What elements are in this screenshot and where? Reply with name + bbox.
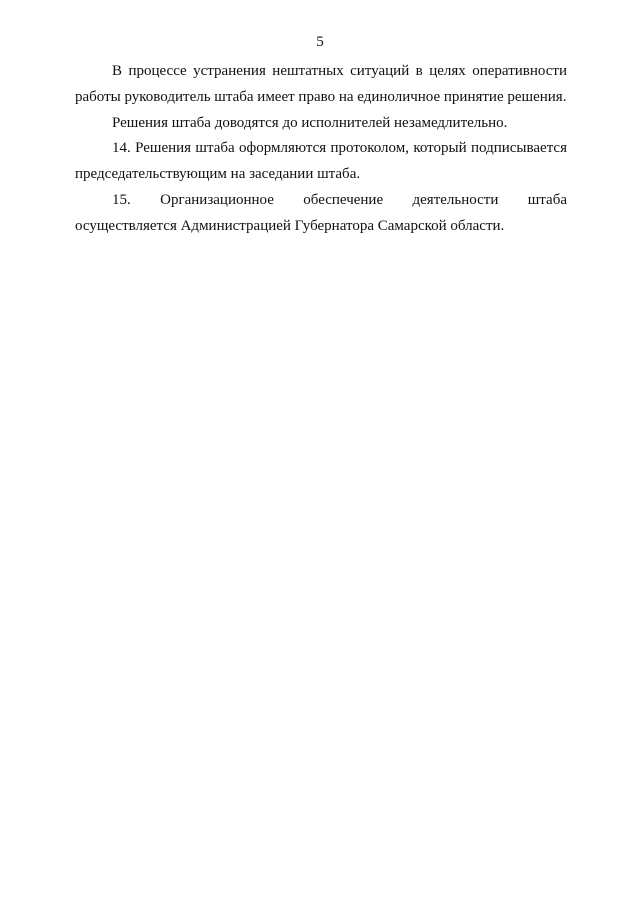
paragraph-item-15: 15. Организационное обеспечение деятельности штаба осуществляется Администрацией Губернатора Самарской области.	[75, 191, 567, 234]
document-body	[75, 59, 567, 240]
paragraph-decisions-communicated: Решения штаба доводятся до исполнителей незамедлительно.	[112, 114, 508, 131]
paragraph-item-14: 14. Решения штаба оформляются протоколом, который подписывается председательствующим на заседании штаба.	[75, 140, 567, 183]
paragraph-emergency-decisions: В процессе устранения нештатных ситуаций в целях оперативности работы руководитель штаба имеет право на единоличное принятие решения.	[75, 63, 567, 105]
page-number: 5	[316, 34, 324, 50]
